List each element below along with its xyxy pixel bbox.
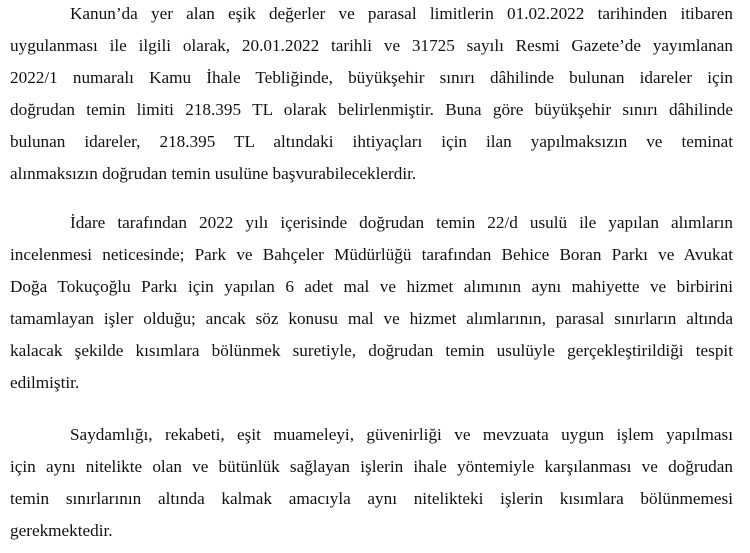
paragraph-2-line-4: tamamlayan işler olduğu; ancak söz konusu mal ve hizmet alımlarının, parasal sınırların altında — [10, 309, 733, 328]
paragraph-3-line-1: Saydamlığı, rekabeti, eşit muameleyi, güvenirliği ve mevzuata uygun işlem yapılması — [70, 425, 733, 444]
paragraph-2-line-1: İdare tarafından 2022 yılı içerisinde doğrudan temin 22/d usulü ile yapılan alımların — [70, 213, 733, 232]
paragraph-2-line-2: incelenmesi neticesinde; Park ve Bahçeler Müdürlüğü tarafından Behice Boran Parkı ve Avukat — [10, 245, 733, 264]
paragraph-2-line-5: kalacak şekilde kısımlara bölünmek suretiyle, doğrudan temin usulüyle gerçekleştirildiği tespit — [10, 341, 733, 360]
paragraph-3-line-3: temin sınırlarının altında kalmak amacıyla aynı nitelikteki işlerin kısımlara bölünmemesi — [10, 489, 733, 508]
paragraph-1-line-3: 2022/1 numaralı Kamu İhale Tebliğinde, büyükşehir sınırı dâhilinde bulunan idareler için — [10, 68, 733, 87]
paragraph-1-line-5: bulunan idareler, 218.395 TL altındaki ihtiyaçları için ilan yapılmaksızın ve teminat — [10, 132, 733, 151]
paragraph-1-line-2: uygulanması ile ilgili olarak, 20.01.2022 tarihli ve 31725 sayılı Resmi Gazete’de yayımlanan — [10, 36, 733, 55]
paragraph-3-line-2: için aynı nitelikte olan ve bütünlük sağlayan işlerin ihale yöntemiyle karşılanması ve doğrudan — [10, 457, 733, 476]
paragraph-2-line-6: edilmiştir. — [10, 373, 80, 392]
paragraph-1-line-6: alınmaksızın doğrudan temin usulüne başvurabileceklerdir. — [10, 164, 417, 183]
paragraph-3-line-4: gerekmektedir. — [10, 521, 113, 540]
paragraph-2-line-3: Doğa Tokuçoğlu Parkı için yapılan 6 adet mal ve hizmet alımının aynı mahiyette ve birbirini — [10, 277, 733, 296]
paragraph-1-line-4: doğrudan temin limiti 218.395 TL olarak belirlenmiştir. Buna göre büyükşehir sınırı dâhilinde — [10, 100, 733, 119]
paragraph-1-line-1: Kanun’da yer alan eşik değerler ve parasal limitlerin 01.02.2022 tarihinden itibaren — [70, 4, 733, 23]
